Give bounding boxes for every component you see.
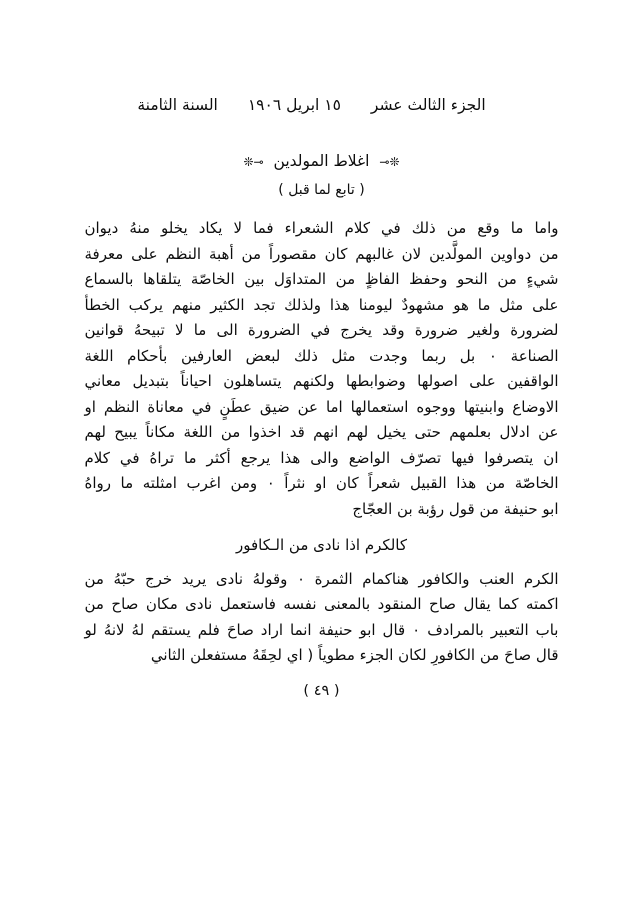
text-line: الواقفين على اصولها وضوابطها ولكنهم يتساهلون احياناً بتبديل معاني xyxy=(84,372,559,390)
text-line: على مثل ما هو مشهودٌ ليومنا هذا ولذلك تجد الكثير منهم يركب الخطأ xyxy=(84,295,559,314)
text-line: باب التعبير بالمرادف ٠ قال ابو حنيفة انما اراد صاحَ فلم يستقم لهُ لانهُ لو xyxy=(84,620,559,639)
text-line: ابو حنيفة من قول رؤبة بن العجّاج xyxy=(352,499,559,518)
verse-line: كالكرم اذا نادى من الـكافور xyxy=(236,536,407,554)
text-line: اكمته كما يقال صاح المنقود بالمعنى نفسه فاستعمل نادى مكان صاح من xyxy=(84,595,559,613)
text-line: الصناعة ٠ بل ربما وجدت مثل ذلك لبعض العارفين بأحكام اللغة xyxy=(84,346,559,365)
article-subtitle: ( تابع لما قبل ) xyxy=(278,182,365,198)
paragraph-one xyxy=(85,216,559,522)
text-line: ان يتصرفوا فيها تصرّف الواضع والى هذا يرجع أكثر ما تراهُ في كلام xyxy=(84,448,559,467)
article-title-text: اغلاط المولدين xyxy=(273,152,370,170)
running-head-left: السنة الثامنة xyxy=(137,96,218,114)
text-line: واما ما وقع من ذلك في كلام الشعراء فما لا يكاد يخلو منهُ ديوان xyxy=(84,219,559,237)
running-head-middle: ١٥ ابريل ١٩٠٦ xyxy=(247,96,341,114)
text-line: من دواوين المولَّدين لان غالبهم كان مقصوراً من أهبة النظم على معرفة xyxy=(84,244,559,263)
text-line: شيءٍ من النحو وحفظ الفاظٍ من المتداوَل بين الخاصّة يتلقاها بالسماع xyxy=(84,270,559,288)
text-line: لضرورة ولغير ضرورة وقد يخرج في الضرورة الى ما لا تبيحهُ قوانين xyxy=(84,321,559,339)
text-line: الكرم العنب والكافور هناكمام الثمرة ٠ وقولهُ نادى يريد خرج حبّهُ من xyxy=(84,569,559,588)
page-number: ( ٤٩ ) xyxy=(303,682,340,699)
text-line: قال صاحَ من الكافورِ لكان الجزء مطوياً ( اي لحِقَهُ مستفعلن الثاني xyxy=(150,646,559,664)
paragraph-two xyxy=(85,567,559,669)
text-line: الاوضاع وابنيتها ووجوه استعمالها اما عن ضيق عطَنٍ في معاناة النظم او xyxy=(84,397,559,416)
running-head-right: الجزء الثالث عشر xyxy=(370,96,486,114)
text-line: عن ادلال بعلمهم حتى يخيل لهم انهم قد اخذوا من اللغة مكاناً يبيح لهم xyxy=(84,423,559,441)
running-head xyxy=(0,96,643,114)
article-title xyxy=(0,152,643,170)
text-line: الخاصّة من هذا القبيل شعراً كان او نثراً ٠ ومن اغرب امثلته ما رواهُ xyxy=(84,474,559,492)
ornament-right-icon: ❊⊸ xyxy=(379,154,400,169)
ornament-left-icon: ⊸❊ xyxy=(243,154,264,169)
article-body xyxy=(85,216,559,669)
